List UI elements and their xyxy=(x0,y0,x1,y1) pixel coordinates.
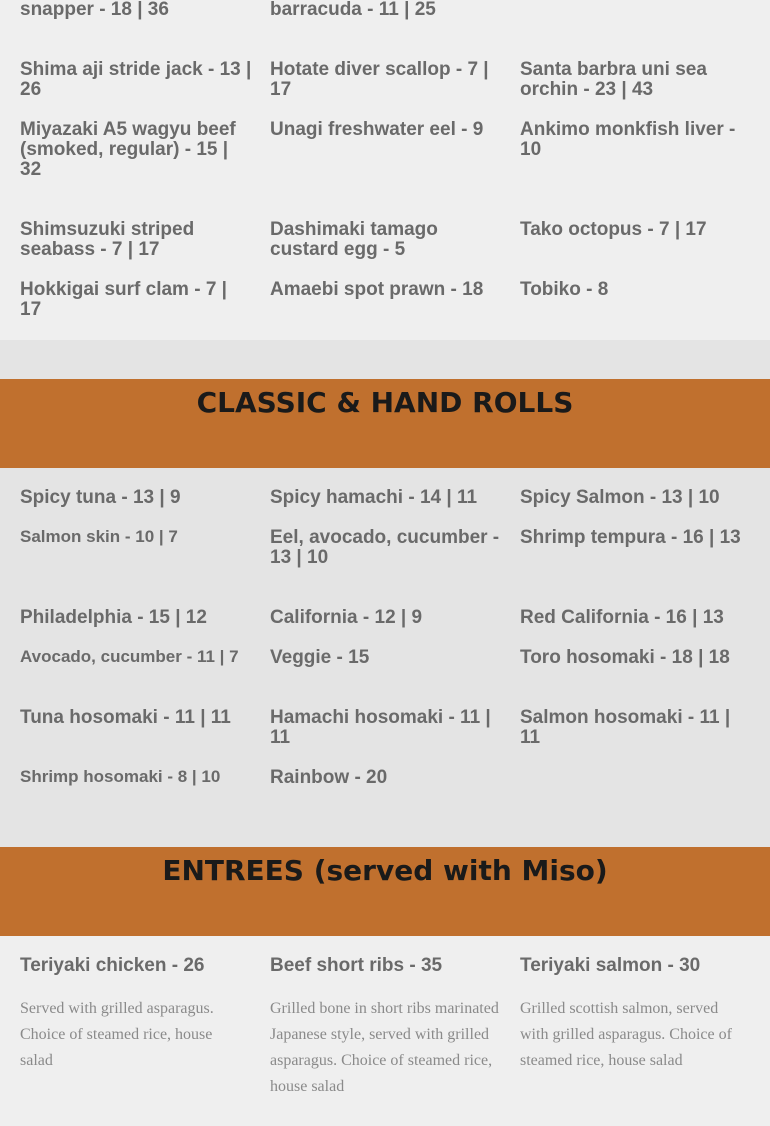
menu-item-description: Served with grilled asparagus. Choice of steamed rice, house salad xyxy=(20,1000,214,1069)
menu-item: Salmon hosomaki - 11 | 11 xyxy=(520,707,731,748)
section-banner-entrees xyxy=(0,847,770,936)
menu-item: Rainbow - 20 xyxy=(270,767,388,788)
menu-item: Veggie - 15 xyxy=(270,647,370,668)
menu-item: Avocado, cucumber - 11 | 7 xyxy=(20,647,239,666)
menu-item: Salmon skin - 10 | 7 xyxy=(20,527,178,546)
section-banner-rolls xyxy=(0,379,770,468)
menu-item: Unagi freshwater eel - 9 xyxy=(270,119,484,140)
menu-item: Shima aji stride jack - 13 | 26 xyxy=(20,59,252,100)
entrees-panel xyxy=(0,936,770,1126)
menu-item: Beef short ribs - 35 xyxy=(270,955,443,976)
menu-item: snapper - 18 | 36 xyxy=(20,0,169,20)
menu-item: Hotate diver scallop - 7 | 17 xyxy=(270,59,489,100)
section-title: CLASSIC & HAND ROLLS xyxy=(196,386,574,419)
menu-item: Shimsuzuki striped seabass - 7 | 17 xyxy=(20,219,195,260)
menu-item: Tako octopus - 7 | 17 xyxy=(520,219,707,240)
menu-item: Philadelphia - 15 | 12 xyxy=(20,607,207,628)
menu-item: barracuda - 11 | 25 xyxy=(270,0,436,20)
menu-item: Eel, avocado, cucumber - 13 | 10 xyxy=(270,527,500,568)
menu-item: Miyazaki A5 wagyu beef (smoked, regular) - 15 | 32 xyxy=(20,119,236,180)
menu-item: California - 12 | 9 xyxy=(270,607,423,628)
menu-item: Hokkigai surf clam - 7 | 17 xyxy=(20,279,227,320)
menu-item: Shrimp hosomaki - 8 | 10 xyxy=(20,767,221,786)
section-title: ENTREES (served with Miso) xyxy=(162,854,608,887)
menu-item: Spicy Salmon - 13 | 10 xyxy=(520,487,720,508)
menu-item: Santa barbra uni sea orchin - 23 | 43 xyxy=(520,59,707,100)
menu-item: Red California - 16 | 13 xyxy=(520,607,724,628)
menu-item: Toro hosomaki - 18 | 18 xyxy=(520,647,730,668)
menu-item: Tuna hosomaki - 11 | 11 xyxy=(20,707,231,728)
menu-item: Tobiko - 8 xyxy=(520,279,609,300)
menu-item: Teriyaki chicken - 26 xyxy=(20,955,205,976)
menu-item: Hamachi hosomaki - 11 | 11 xyxy=(270,707,491,748)
menu-item: Spicy tuna - 13 | 9 xyxy=(20,487,181,508)
menu-item: Amaebi spot prawn - 18 xyxy=(270,279,484,300)
menu-item: Teriyaki salmon - 30 xyxy=(520,955,701,976)
rolls-panel xyxy=(0,468,770,847)
menu-item: Ankimo monkfish liver - 10 xyxy=(520,119,736,160)
menu-item: Dashimaki tamago custard egg - 5 xyxy=(270,219,438,260)
menu-item: Shrimp tempura - 16 | 13 xyxy=(520,527,741,548)
nigiri-panel xyxy=(0,0,770,340)
menu-item-description: Grilled scottish salmon, served with grilled asparagus. Choice of steamed rice, house salad xyxy=(520,1000,732,1069)
menu-item: Spicy hamachi - 14 | 11 xyxy=(270,487,478,508)
menu-item-description: Grilled bone in short ribs marinated Japanese style, served with grilled asparagus. Choice of steamed rice, house salad xyxy=(270,1000,499,1095)
